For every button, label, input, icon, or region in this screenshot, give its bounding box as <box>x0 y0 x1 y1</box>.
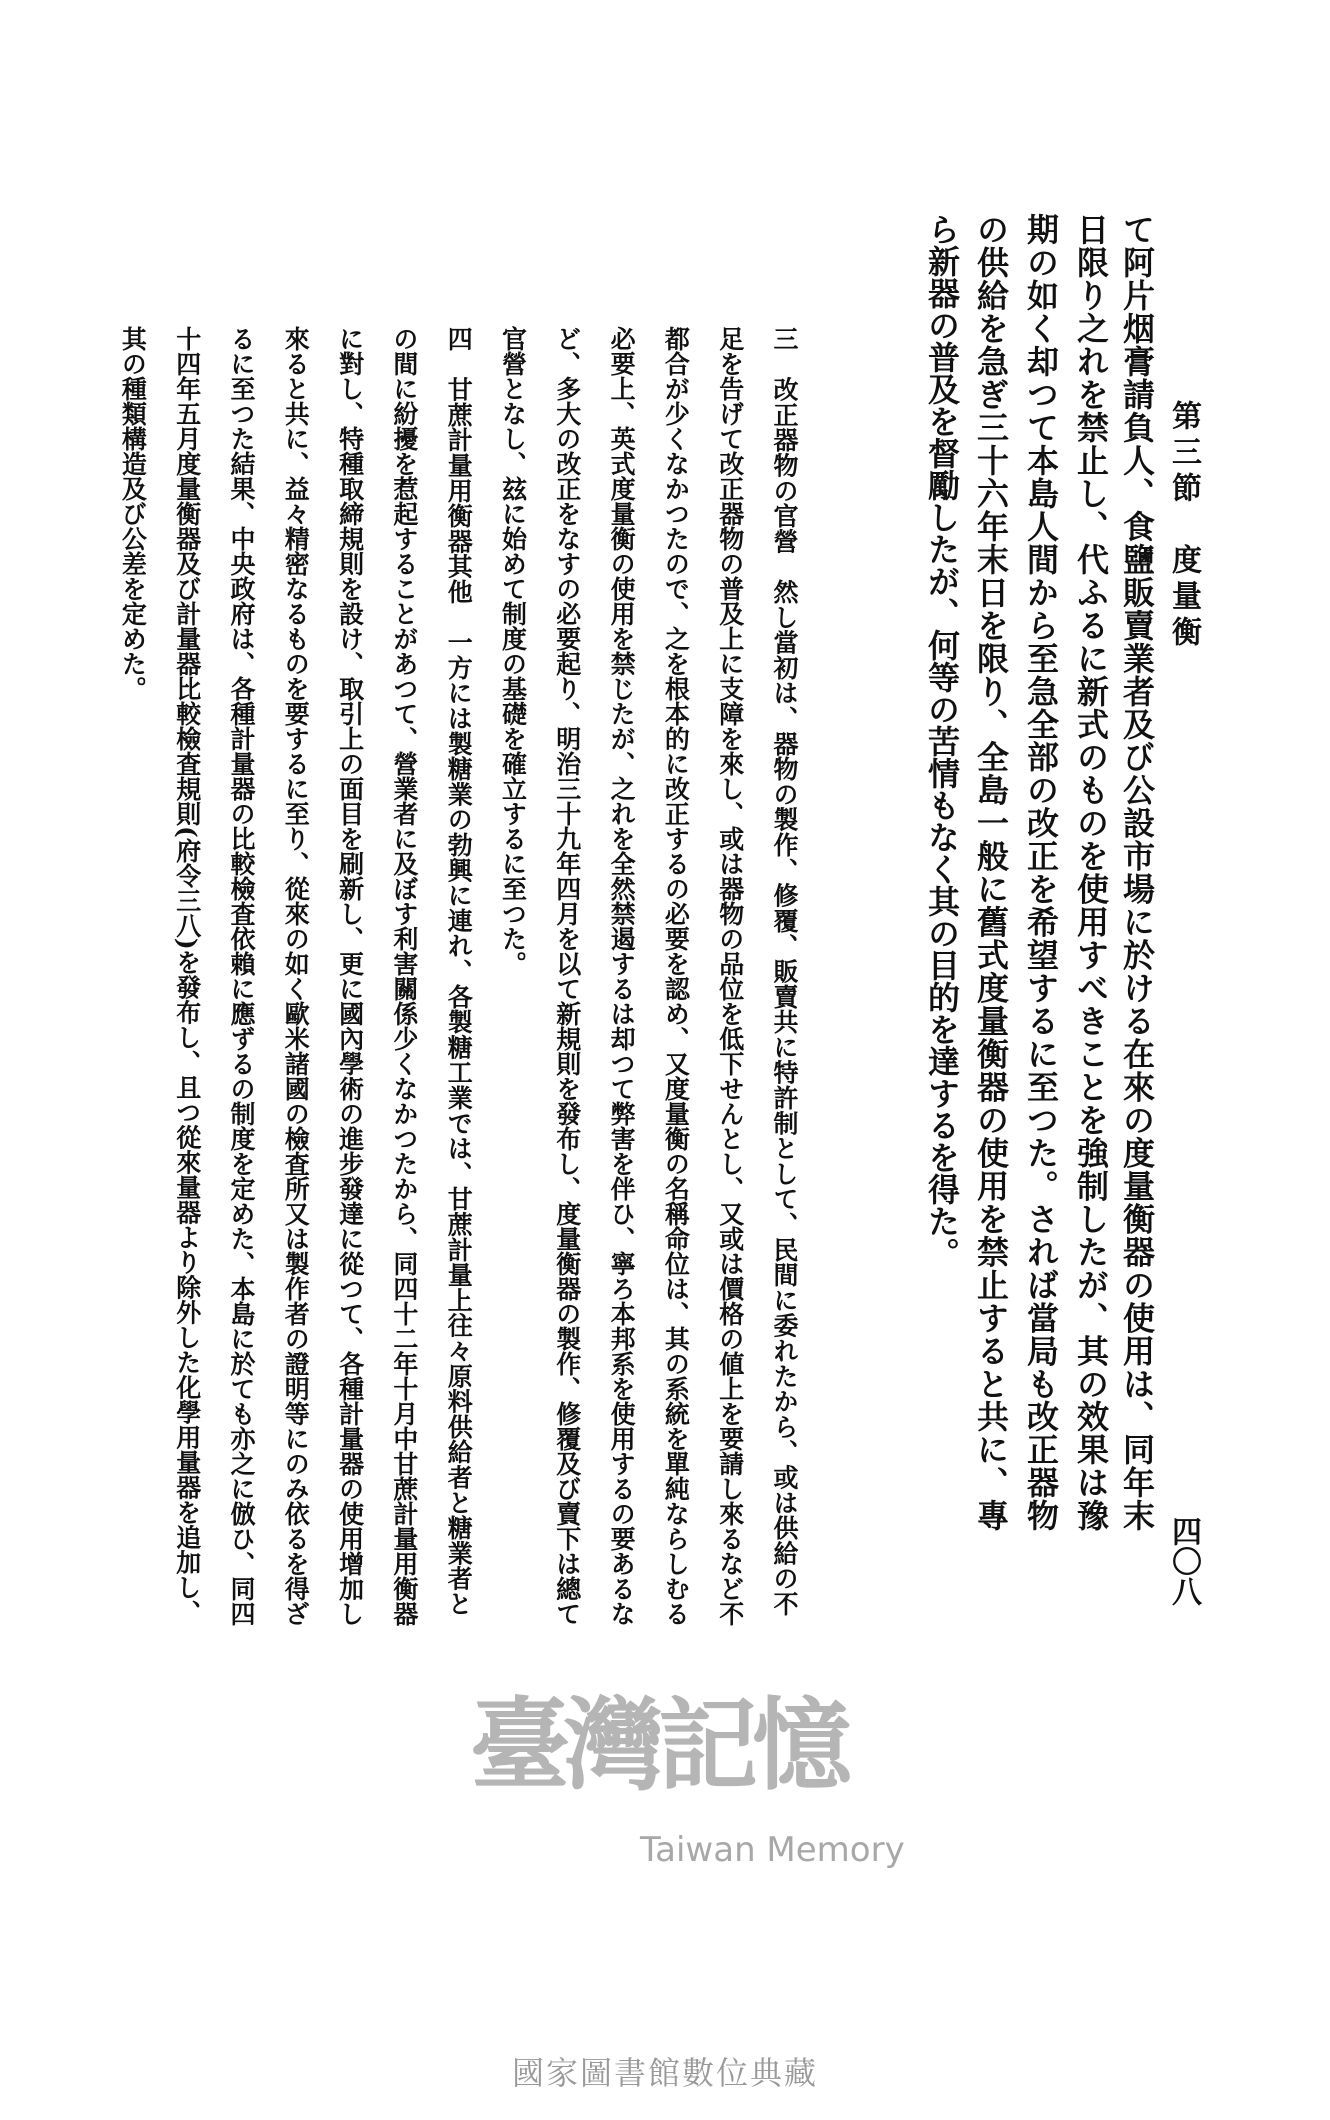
watermark-subtext: Taiwan Memory <box>640 1830 905 1870</box>
text-column: 足を告げて改正器物の普及上に支障を來し、或は器物の品位を低下せんとし、又或は價格の値上を要請し來るなど不 <box>715 326 745 1626</box>
watermark-logo: 臺灣記憶 <box>470 1686 846 1804</box>
text-column: 四 甘蔗計量用衡器其他 一方には製糖業の勃興に連れ、各製糖工業では、甘蔗計量上往々原料供給者と糖業者と <box>444 326 474 1616</box>
page-number: 四〇八 <box>1166 1516 1201 1606</box>
text-column: 期の如く却つて本島人間から至急全部の改正を希望するに至つた。されば當局も改正器物 <box>1022 213 1060 1532</box>
text-column: の間に紛擾を惹起することがあつて、營業者に及ぼす利害關係少くなかつたから、同四十二年十月中甘蔗計量用衡器 <box>389 326 419 1626</box>
text-column: 來ると共に、益々精密なるものを要するに至り、從來の如く歐米諸國の檢査所又は製作者の證明等にのみ依るを得ざ <box>281 326 311 1626</box>
text-column: に對し、特種取締規則を設け、取引上の面目を刷新し、更に國內學術の進步發達に從つて、各種計量器の使用增加し <box>335 326 365 1626</box>
text-column: て阿片烟膏請負人、食鹽販賣業者及び公設市場に於ける在來の度量衡器の使用は、同年末 <box>1118 213 1156 1532</box>
text-column: 必要上、英式度量衡の使用を禁じたが、之れを全然禁遏するは却つて弊害を伴ひ、寧ろ本邦系を使用するの要あるな <box>607 326 637 1626</box>
text-column: 日限り之れを禁止し、代ふるに新式のものを使用すべきことを強制したが、其の效果は豫 <box>1072 213 1110 1532</box>
text-column: 十四年五月度量衡器及び計量器比較檢査規則(府令三八)を發布し、且つ從來量器より除外した化學用量器を追加し、 <box>172 326 202 1625</box>
text-column: 都合が少くなかつたので、之を根本的に改正するの必要を認め、又度量衡の名稱命位は、其の系統を單純ならしむる <box>661 326 691 1626</box>
text-column: るに至つた結果、中央政府は、各種計量器の比較檢査依賴に應ずるの制度を定めた、本島に於ても亦之に倣ひ、同四 <box>227 326 256 1626</box>
text-column: ど、多大の改正をなすの必要起り、明治三十九年四月を以て新規則を發布し、度量衡器の製作、修覆及び賣下は總て <box>552 326 582 1626</box>
text-column: ら新器の普及を督勵したが、何等の苦情もなく其の目的を達するを得た。 <box>923 213 961 1269</box>
running-header: 第三節 度量衡 <box>1166 400 1201 652</box>
text-column: 其の種類構造及び公差を定めた。 <box>118 326 148 701</box>
text-column: 三 改正器物の官營 然し當初は、器物の製作、修覆、販賣共に特許制として、民間に委れたから、或は供給の不 <box>770 326 799 1617</box>
footer-credit: 國家圖書館數位典藏 <box>511 2054 818 2092</box>
text-column: の供給を急ぎ三十六年末日を限り、全島一般に舊式度量衡器の使用を禁止すると共に、專 <box>972 213 1010 1532</box>
text-column: 官營となし、玆に始めて制度の基礎を確立するに至つた。 <box>498 326 528 976</box>
